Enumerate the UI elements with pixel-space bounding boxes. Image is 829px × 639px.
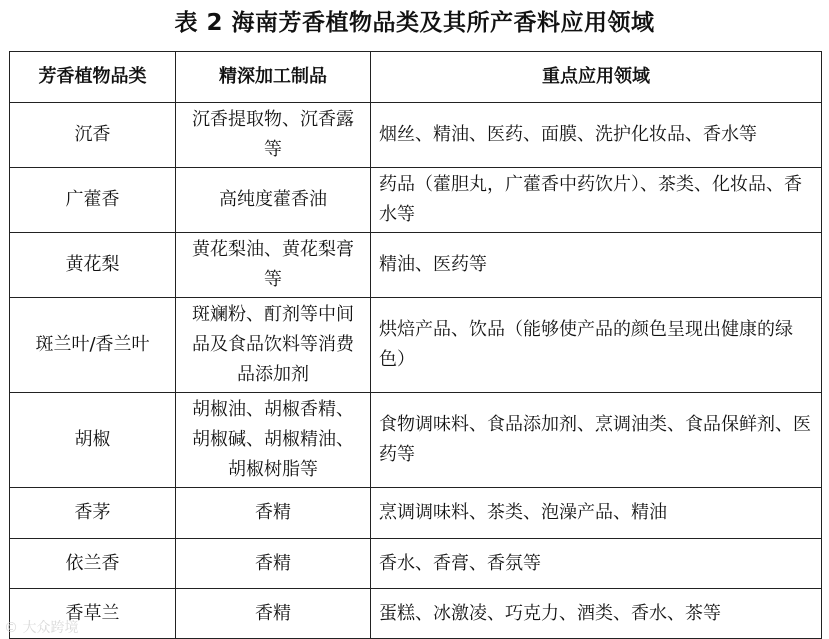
product-cell: 黄花梨油、黄花梨膏等 [176,233,371,298]
product-cell: 高纯度藿香油 [176,168,371,233]
watermark-text: 大众跨境 [22,620,79,636]
table-title: 表 2 海南芳香植物品类及其所产香料应用领域 [174,10,655,36]
application-cell: 烘焙产品、饮品（能够使产品的颜色呈现出健康的绿色） [371,298,822,393]
table-row [10,168,822,233]
table-row [10,233,822,298]
category-cell: 黄花梨 [10,233,176,298]
application-cell: 香水、香膏、香氛等 [371,539,822,589]
category-cell: 沉香 [10,103,176,168]
product-cell: 胡椒油、胡椒香精、胡椒碱、胡椒精油、胡椒树脂等 [176,393,371,488]
product-cell: 斑斓粉、酊剂等中间品及食品饮料等消费品添加剂 [176,298,371,393]
application-cell: 药品（藿胆丸，广藿香中药饮片）、茶类、化妆品、香水等 [371,168,822,233]
category-cell: 斑兰叶/香兰叶 [10,298,176,393]
application-cell: 烹调调味料、茶类、泡澡产品、精油 [371,488,822,539]
product-cell: 香精 [176,589,371,639]
application-cell: 食物调味料、食品添加剂、烹调油类、食品保鲜剂、医药等 [371,393,822,488]
table-row [10,298,822,393]
product-cell: 沉香提取物、沉香露等 [176,103,371,168]
header-product: 精深加工制品 [176,52,371,103]
header-application: 重点应用领域 [371,52,822,103]
application-cell: 精油、医药等 [371,233,822,298]
category-cell: 香茅 [10,488,176,539]
table-row [10,103,822,168]
watermark-icon: © [4,620,18,636]
category-cell: 广藿香 [10,168,176,233]
table-row [10,589,822,639]
table-header-row [10,52,822,103]
header-category: 芳香植物品类 [10,52,176,103]
watermark [4,620,78,636]
product-cell: 香精 [176,539,371,589]
table-row [10,488,822,539]
application-cell: 烟丝、精油、医药、面膜、洗护化妆品、香水等 [371,103,822,168]
table-row [10,539,822,589]
aroma-plant-table [9,51,822,639]
application-cell: 蛋糕、冰激凌、巧克力、酒类、香水、茶等 [371,589,822,639]
category-cell: 依兰香 [10,539,176,589]
category-cell: 胡椒 [10,393,176,488]
product-cell: 香精 [176,488,371,539]
category-cell: 香草兰 [10,589,176,639]
table-row [10,393,822,488]
